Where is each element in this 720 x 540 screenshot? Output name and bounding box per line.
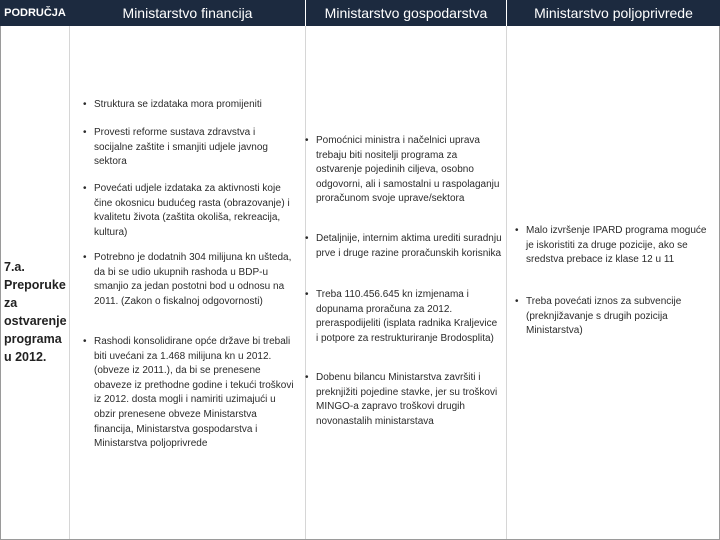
finance-bullet: • Povećati udjele izdataka za aktivnosti koje čine okosnicu budućeg rasta (obrazovanje) i kvalitetu života (zaštita okoliša, rekreacija, kultura) bbox=[94, 182, 294, 240]
header-area: PODRUČJA bbox=[0, 0, 70, 26]
finance-bullet: • Provesti reforme sustava zdravstva i socijalne zaštite i smanjiti udjele javnog sektora bbox=[94, 126, 294, 170]
header-agriculture: Ministarstvo poljoprivrede bbox=[507, 0, 720, 26]
finance-bullet: • Potrebno je dodatnih 304 milijuna kn ušteda, da bi se udio ukupnih rashoda u BDP-u smanjio za jedan postotni bod u odnosu na 2011. (Zakon o fiskalnoj odgovornosti) bbox=[94, 251, 294, 309]
agriculture-bullet: • Treba povećati iznos za subvencije (preknjižavanje s drugih pozicija Ministarstva) bbox=[526, 295, 716, 339]
bullet-full-width: • Struktura se izdataka mora promijeniti bbox=[94, 98, 494, 113]
economy-bullet: • Pomoćnici ministra i načelnici uprava trebaju biti nositelji programa za ostvarenje pojedinih ciljeva, osobno odgovorni, ali i samostalni u raspolaganju proračunom svoje uprave/sektora bbox=[316, 134, 502, 207]
area-label: 7.a. Preporuke za ostvarenje programa u 2012. bbox=[4, 260, 67, 364]
header-finance: Ministarstvo financija bbox=[70, 0, 305, 26]
finance-bullet: • Rashodi konsolidirane opće države bi trebali biti uvećani za 1.468 milijuna kn u 2012. (obveze iz 2011.), da bi se prenesene obaveze iz prethodne godine i tekući troškovi iz 2012. dosta mogli i namiriti uzimajući u obzir prenesene obveze Ministarstva financija, Ministarstva gospodarstva i Ministarstva poljoprivrede bbox=[94, 335, 294, 452]
column-divider bbox=[506, 26, 507, 540]
economy-bullet: • Dobenu bilancu Ministarstva završiti i preknjižiti pojedine stavke, jer su troškovi MINGO-a zapravo troškovi drugih novonastalih ministarstava bbox=[316, 371, 502, 429]
economy-bullet: • Detaljnije, internim aktima urediti suradnju prve i druge razine proračunskih korisnika bbox=[316, 232, 502, 261]
header-economy: Ministarstvo gospodarstva bbox=[306, 0, 506, 26]
economy-bullet: • Treba 110.456.645 kn izmjenama i dopunama proračuna za 2012. preraspodijeliti (isplata radnika Kraljevice i potpore za restrukturiranje Brodosplita) bbox=[316, 288, 502, 346]
area-column bbox=[0, 26, 70, 540]
agriculture-bullet: • Malo izvršenje IPARD programa moguće je iskoristiti za druge pozicije, ako se sredstva prebace iz klase 12 u 11 bbox=[526, 224, 716, 268]
